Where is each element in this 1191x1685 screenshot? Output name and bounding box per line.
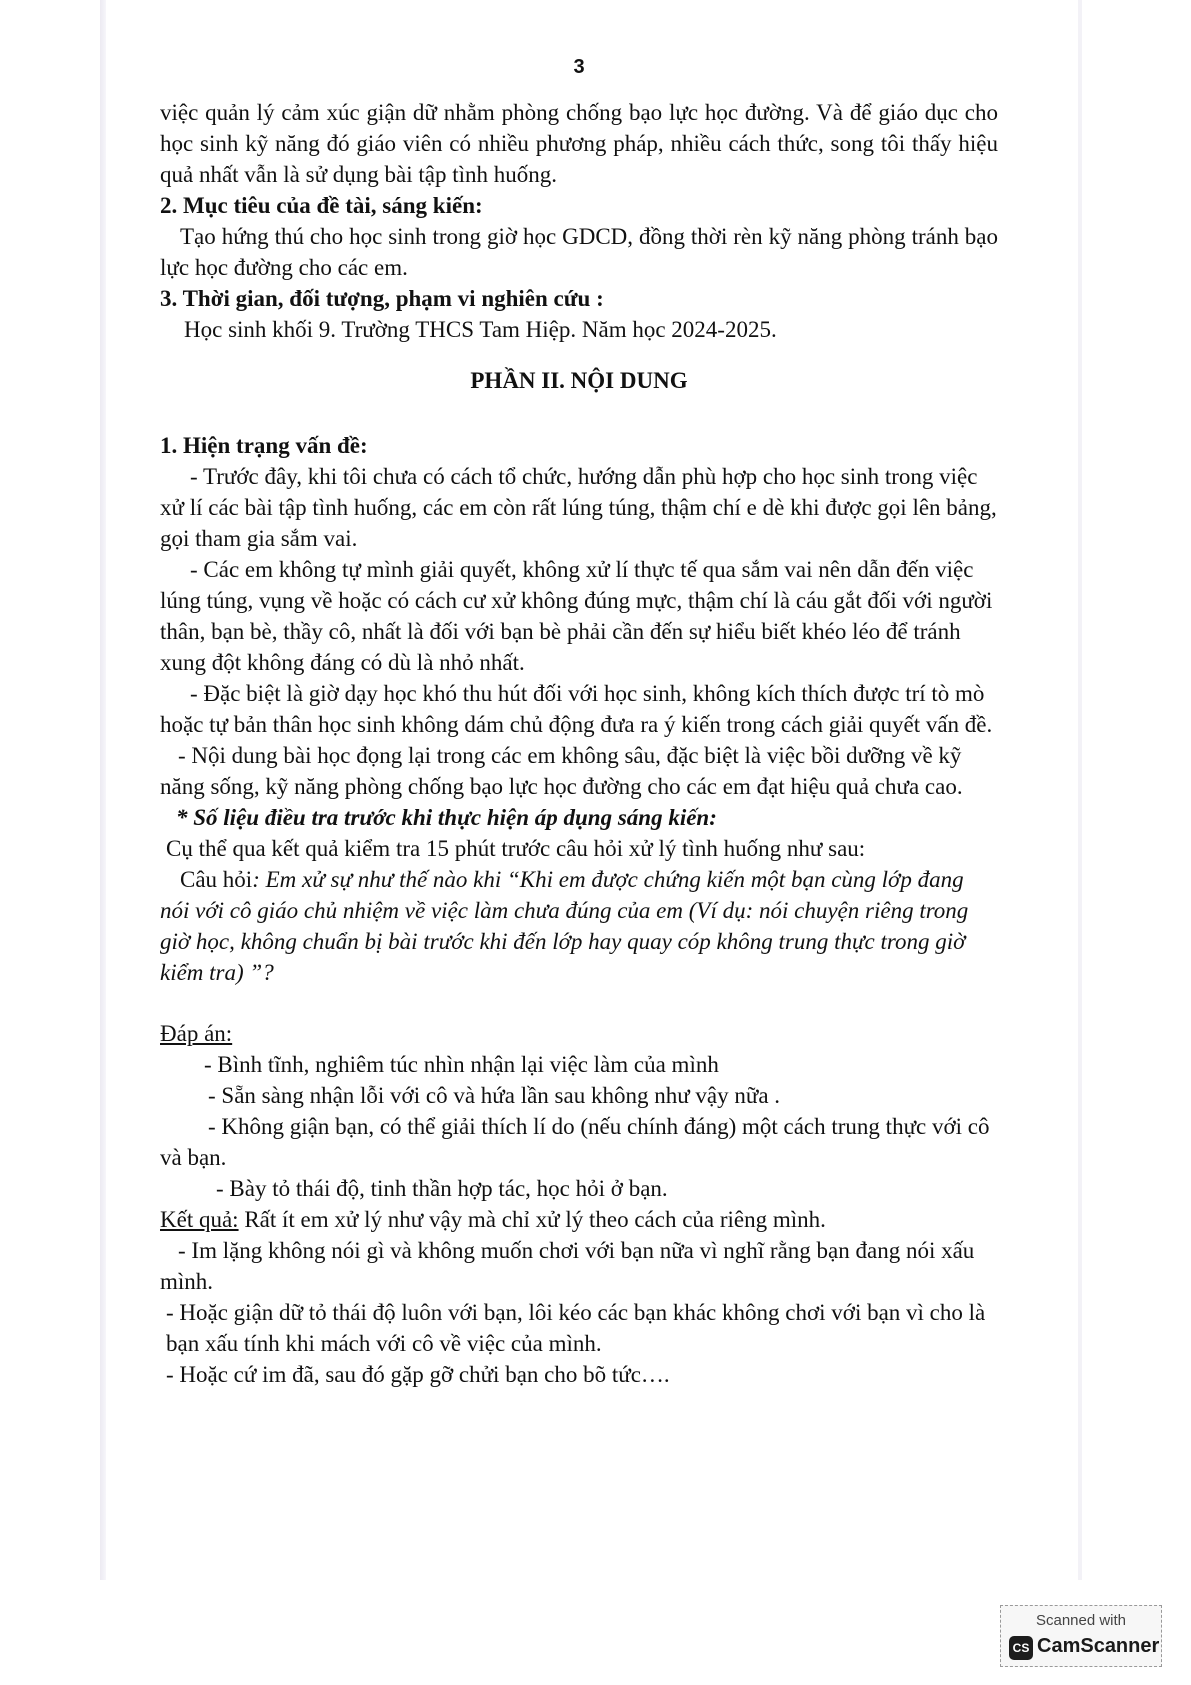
answer-item: - Bình tĩnh, nghiêm túc nhìn nhận lại việc làm của mình [204, 1052, 719, 1077]
section-2-body: Tạo hứng thú cho học sinh trong giờ học GDCD, đồng thời rèn kỹ năng phòng tránh bạo lực học đường cho các em. [160, 224, 998, 280]
result-item: - Hoặc giận dữ tỏ thái độ luôn với bạn, lôi kéo các bạn khác không chơi với bạn vì cho là bạn xấu tính khi mách với cô về việc của mình. [166, 1300, 986, 1356]
spacer [160, 988, 998, 1018]
current-state-item: - Các em không tự mình giải quyết, không xử lí thực tế qua sắm vai nên dẫn đến việc lúng túng, vụng về hoặc có cách cư xử không đúng mực, thậm chí là cáu gắt đối với người thân, bạn bè, thầy cô, nhất là đối với bạn bè phải cần đến sự hiểu biết khéo léo để tránh xung đột không đáng có dù là nhỏ nhất. [160, 557, 993, 675]
result-line [160, 1204, 998, 1235]
intro-paragraph: việc quản lý cảm xúc giận dữ nhằm phòng chống bạo lực học đường. Và để giáo dục cho học sinh kỹ năng đó giáo viên có nhiều phương pháp, nhiều cách thức, song tôi thấy hiệu quả nhất vẫn là sử dụng bài tập tình huống. [160, 100, 998, 187]
section-3-body: Học sinh khối 9. Trường THCS Tam Hiệp. Năm học 2024-2025. [184, 317, 777, 342]
watermark-brand: CamScanner [1037, 1635, 1160, 1657]
answer-item: - Sẵn sàng nhận lỗi với cô và hứa lần sau không như vậy nữa . [208, 1083, 781, 1108]
result-label: Kết quả: [160, 1207, 239, 1232]
current-state-item: - Đặc biệt là giờ dạy học khó thu hút đối với học sinh, không kích thích được trí tò mò hoặc tự bản thân học sinh không dám chủ động đưa ra ý kiến trong cách giải quyết vấn đề. [160, 681, 993, 737]
camscanner-watermark [1000, 1605, 1162, 1667]
answer-item: - Không giận bạn, có thể giải thích lí do (nếu chính đáng) một cách trung thực với cô và bạn. [160, 1114, 990, 1170]
answer-item: - Bày tỏ thái độ, tinh thần hợp tác, học hỏi ở bạn. [216, 1176, 668, 1201]
current-state-item: - Trước đây, khi tôi chưa có cách tổ chức, hướng dẫn phù hợp cho học sinh trong việc xử lí các bài tập tình huống, các em còn rất lúng túng, thậm chí e dè khi được gọi lên bảng, gọi tham gia sắm vai. [160, 464, 997, 551]
scan-edge-right [1078, 0, 1082, 1580]
camscanner-logo-icon: CS [1009, 1636, 1033, 1660]
document-page [160, 52, 998, 1390]
question-label: Câu hỏi [180, 867, 253, 892]
result-item: - Hoặc cứ im đã, sau đó gặp gỡ chửi bạn cho bõ tức…. [166, 1362, 670, 1387]
answer-label: Đáp án: [160, 1021, 233, 1046]
survey-question [160, 864, 998, 988]
part-title: PHẦN II. NỘI DUNG [470, 368, 688, 393]
page-number: 3 [573, 56, 585, 78]
question-text: : Em xử sự như thế nào khi “Khi em được chứng kiến một bạn cùng lớp đang nói với cô giáo chủ nhiệm về việc làm chưa đúng của em (Ví dụ: nói chuyện riêng trong giờ học, không chuẩn bị bài trước khi đến lớp hay quay cóp không trung thực trong giờ kiểm tra) ”? [160, 867, 969, 985]
result-text: Rất ít em xử lý như vậy mà chỉ xử lý theo cách của riêng mình. [238, 1207, 826, 1232]
section-3-heading: 3. Thời gian, đối tượng, phạm vi nghiên cứu : [160, 286, 604, 311]
watermark-caption: Scanned with [1035, 1612, 1127, 1629]
scan-edge-left [100, 0, 106, 1580]
current-state-item: - Nội dung bài học đọng lại trong các em không sâu, đặc biệt là việc bồi dưỡng về kỹ năng sống, kỹ năng phòng chống bạo lực học đường cho các em đạt hiệu quả chưa cao. [160, 743, 963, 799]
section-2-heading: 2. Mục tiêu của đề tài, sáng kiến: [160, 193, 483, 218]
current-state-heading: 1. Hiện trạng vấn đề: [160, 433, 368, 458]
survey-intro: Cụ thể qua kết quả kiểm tra 15 phút trước câu hỏi xử lý tình huống như sau: [166, 836, 866, 861]
survey-heading: * Số liệu điều tra trước khi thực hiện áp dụng sáng kiến: [176, 805, 717, 830]
result-item: - Im lặng không nói gì và không muốn chơi với bạn nữa vì nghĩ rằng bạn đang nói xấu mình. [160, 1238, 975, 1294]
